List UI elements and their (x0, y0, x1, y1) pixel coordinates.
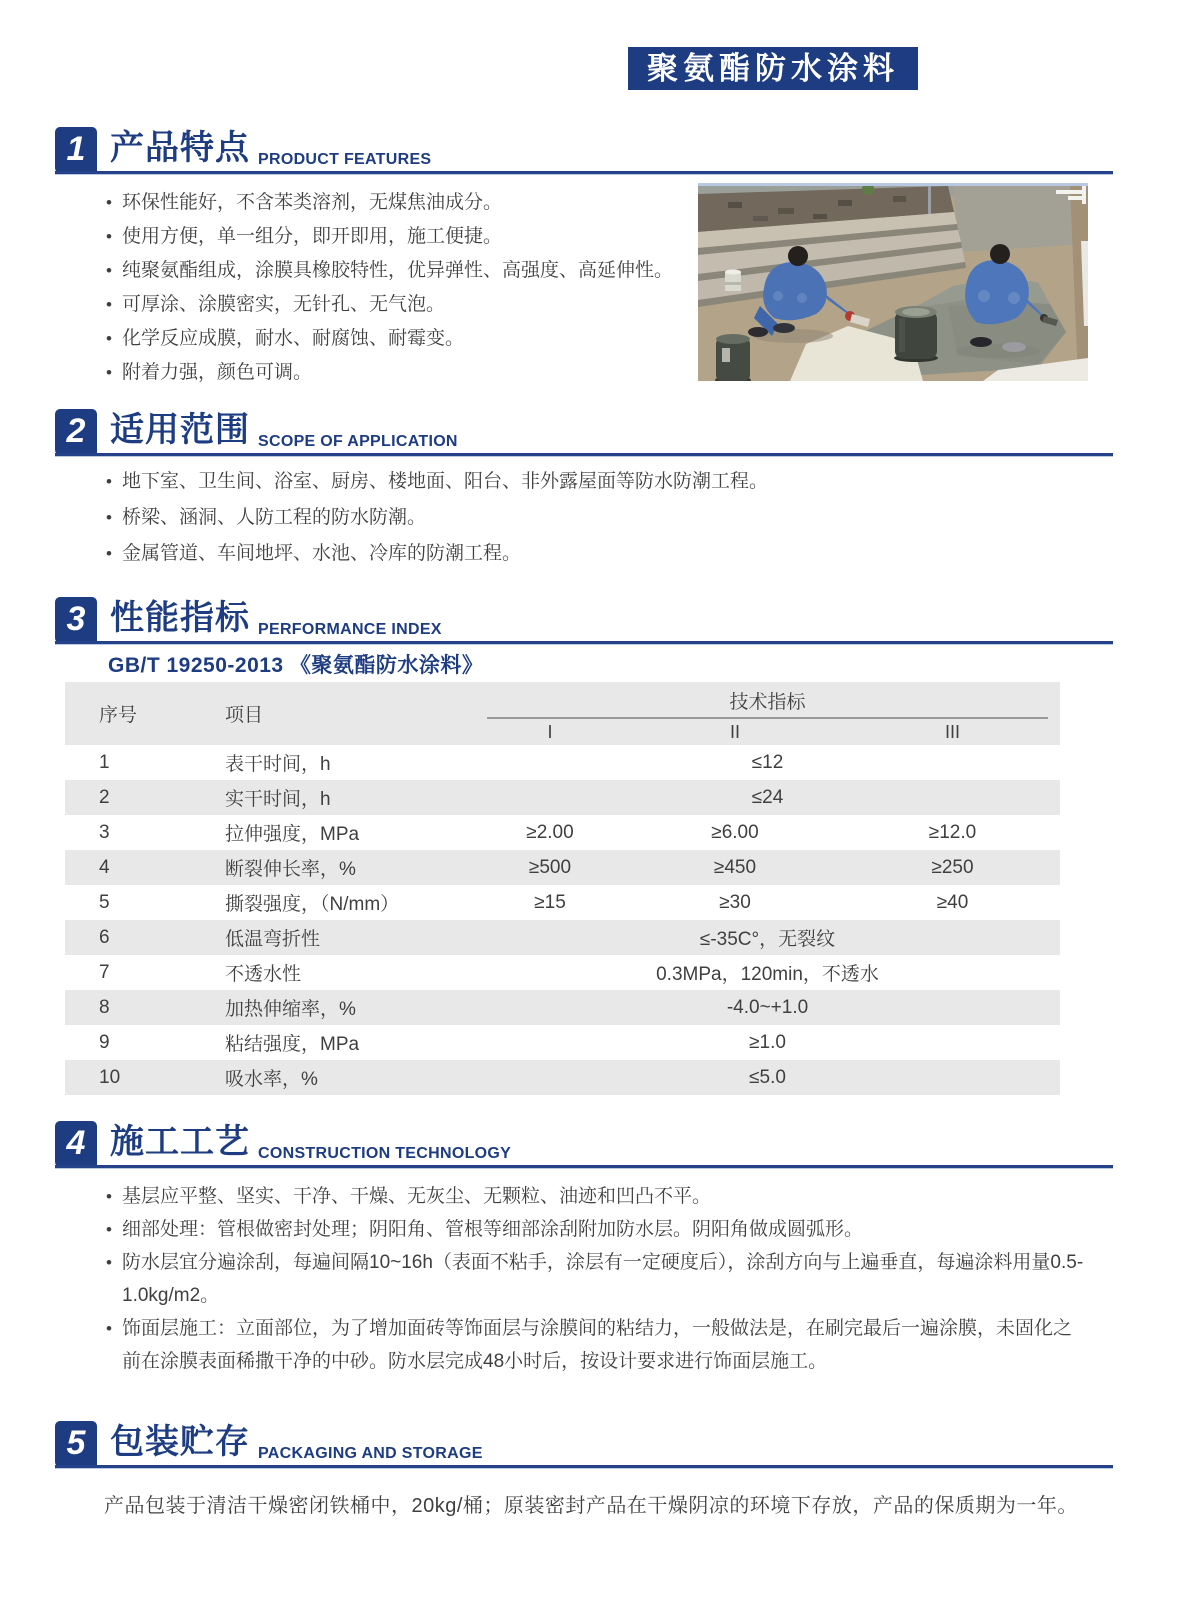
row-item: 拉伸强度，MPa (225, 824, 360, 845)
row-index: 7 (99, 961, 110, 983)
row-index: 6 (99, 926, 110, 948)
list-item: • 饰面层施工：立面部位，为了增加面砖等饰面层与涂膜间的粘结力，一般做法是，在刷完最后一遍涂膜，未固化之前在涂膜表面稀撒干净的中砂。防水层完成48小时后，按设计要求进行饰面层施工。 (104, 1312, 1089, 1378)
list-item: • 纯聚氨酯组成，涂膜具橡胶特性，优异弹性、高强度、高延伸性。 (104, 254, 704, 288)
row-index: 3 (99, 821, 110, 843)
row-value: ≤12 (751, 751, 784, 773)
section-subtitle-en: PACKAGING AND STORAGE (258, 1445, 483, 1462)
row-value: -4.0~+1.0 (726, 996, 809, 1018)
col-header-tech (475, 682, 1060, 719)
construction-list (104, 1180, 1089, 1378)
list-item: • 可厚涂、涂膜密实，无针孔、无气泡。 (104, 288, 704, 322)
row-value: ≥30 (719, 891, 751, 913)
list-item: • 细部处理：管根做密封处理；阴阳角、管根等细部涂刮附加防水层。阴阳角做成圆弧形。 (104, 1213, 1089, 1246)
list-item: • 金属管道、车间地坪、水池、冷库的防潮工程。 (104, 536, 1104, 572)
section-title: 适用范围 (110, 411, 250, 449)
table-row (65, 1025, 1060, 1060)
list-item: • 使用方便，单一组分，即开即用，施工便捷。 (104, 220, 704, 254)
section-rule (55, 171, 1113, 174)
table-row (65, 850, 1060, 885)
row-index: 5 (99, 891, 110, 913)
tech-index-label: 技术指标 (487, 682, 1049, 719)
row-value: ≥500 (528, 856, 572, 878)
section-rule (55, 1465, 1113, 1468)
col-header-index: 序号 (65, 682, 205, 745)
row-index: 9 (99, 1031, 110, 1053)
section-header-product-features (0, 127, 1200, 175)
row-index: 1 (99, 751, 110, 773)
grade-col-2: II (625, 719, 845, 745)
table-row (65, 920, 1060, 955)
row-value: ≥40 (936, 891, 969, 913)
col-header-item: 项目 (205, 682, 475, 745)
row-index: 2 (99, 786, 110, 808)
section-number-badge: 3 (55, 597, 97, 643)
section-title: 产品特点 (110, 129, 250, 167)
section-header-construction (0, 1121, 1200, 1169)
section-number-badge: 4 (55, 1121, 97, 1167)
row-item: 不透水性 (225, 964, 302, 985)
product-photo (698, 183, 1088, 381)
row-item: 加热伸缩率，% (225, 999, 356, 1020)
row-value: 0.3MPa，120min，不透水 (656, 964, 879, 985)
table-row (65, 955, 1060, 990)
row-item: 断裂伸长率，% (225, 859, 356, 880)
section-number-badge: 1 (55, 127, 97, 173)
row-value: ≥6.00 (711, 821, 759, 843)
list-item: • 环保性能好，不含苯类溶剂，无煤焦油成分。 (104, 186, 704, 220)
page-title-banner: 聚氨酯防水涂料 (628, 47, 918, 90)
row-item: 表干时间，h (225, 754, 331, 775)
performance-table (65, 682, 1060, 1095)
scope-list (104, 464, 1104, 572)
standard-reference: GB/T 19250-2013 《聚氨酯防水涂料》 (108, 654, 484, 677)
grade-col-1: I (475, 719, 625, 745)
list-item: • 防水层宜分遍涂刮，每遍间隔10~16h（表面不粘手，涂层有一定硬度后），涂刮方向与上遍垂直，每遍涂料用量0.5-1.0kg/m2。 (104, 1246, 1089, 1312)
section-subtitle-en: PRODUCT FEATURES (258, 151, 432, 168)
row-index: 10 (99, 1066, 121, 1088)
list-item: • 地下室、卫生间、浴室、厨房、楼地面、阳台、非外露屋面等防水防潮工程。 (104, 464, 1104, 500)
row-item: 吸水率，% (225, 1069, 318, 1090)
packaging-storage-text: 产品包装于清洁干燥密闭铁桶中，20kg/桶；原装密封产品在干燥阴凉的环境下存放，产品的保质期为一年。 (104, 1495, 1078, 1517)
section-number-badge: 2 (55, 409, 97, 455)
row-value: ≥250 (931, 856, 974, 878)
row-item: 低温弯折性 (225, 929, 321, 950)
list-item: • 桥梁、涵洞、人防工程的防水防潮。 (104, 500, 1104, 536)
table-row (65, 815, 1060, 850)
product-features-list (104, 186, 704, 390)
table-row (65, 990, 1060, 1025)
row-item: 实干时间，h (225, 789, 331, 810)
row-value: ≥1.0 (749, 1031, 786, 1053)
grade-col-3: III (845, 719, 1060, 745)
section-title: 施工工艺 (110, 1123, 250, 1161)
section-number-badge: 5 (55, 1421, 97, 1467)
section-subtitle-en: SCOPE OF APPLICATION (258, 433, 458, 450)
section-subtitle-en: CONSTRUCTION TECHNOLOGY (258, 1145, 512, 1162)
row-value: ≥450 (713, 856, 757, 878)
list-item: • 化学反应成膜，耐水、耐腐蚀、耐霉变。 (104, 322, 704, 356)
section-rule (55, 1165, 1113, 1168)
row-value: ≤24 (751, 786, 784, 808)
section-title: 性能指标 (110, 599, 250, 637)
section-rule (55, 453, 1113, 456)
table-row (65, 885, 1060, 920)
row-item: 粘结强度，MPa (225, 1034, 360, 1055)
row-value: ≥2.00 (526, 821, 574, 843)
list-item: • 基层应平整、坚实、干净、干燥、无灰尘、无颗粒、油迹和凹凸不平。 (104, 1180, 1089, 1213)
row-index: 8 (99, 996, 110, 1018)
workers-applying-coating-illustration (698, 186, 1088, 381)
list-item: • 附着力强，颜色可调。 (104, 356, 704, 390)
row-value: ≥15 (534, 891, 566, 913)
section-title: 包装贮存 (110, 1423, 250, 1461)
section-header-performance (0, 597, 1200, 645)
section-header-scope (0, 409, 1200, 457)
section-rule (55, 641, 1113, 644)
table-row (65, 745, 1060, 780)
row-value: ≤-35C°，无裂纹 (699, 929, 836, 950)
section-subtitle-en: PERFORMANCE INDEX (258, 621, 442, 638)
row-value: ≤5.0 (749, 1066, 786, 1088)
row-item: 撕裂强度，（N/mm） (225, 894, 400, 915)
table-row (65, 780, 1060, 815)
table-header-row (65, 682, 1060, 719)
section-header-packaging (0, 1421, 1200, 1469)
table-row (65, 1060, 1060, 1095)
row-value: ≥12.0 (928, 821, 977, 843)
row-index: 4 (99, 856, 110, 878)
